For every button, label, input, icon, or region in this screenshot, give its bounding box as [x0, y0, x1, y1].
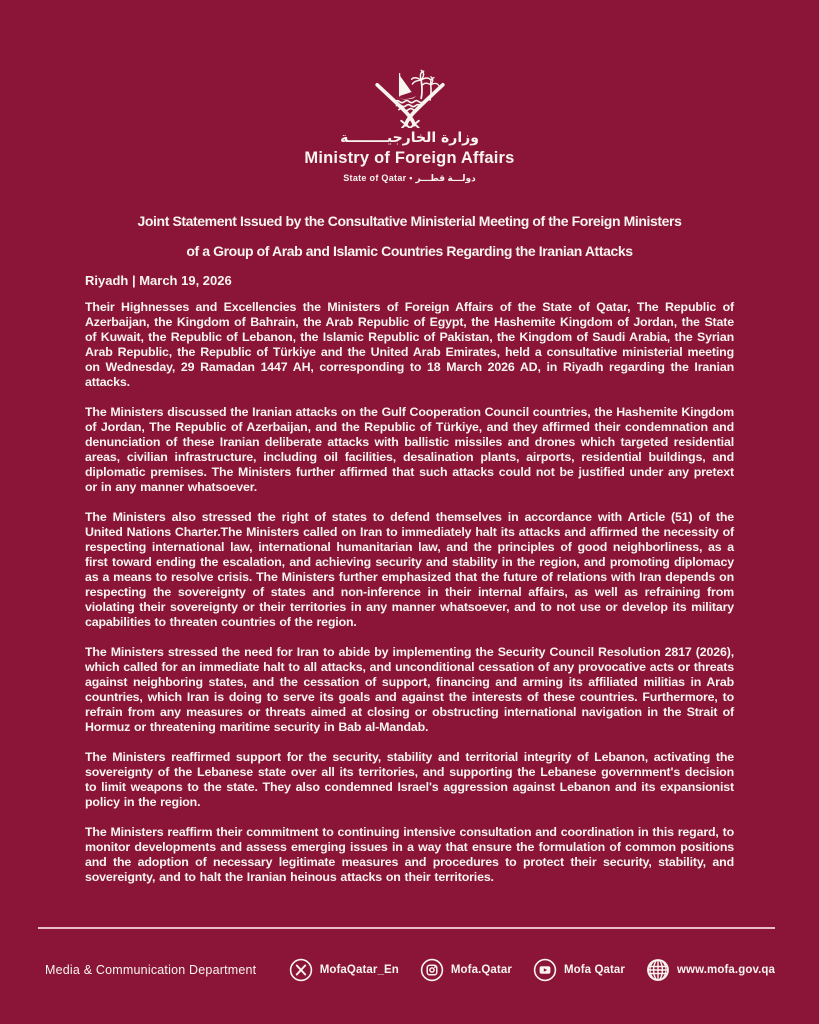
- website-link[interactable]: [646, 958, 775, 982]
- social-link-x[interactable]: [289, 958, 399, 982]
- social-links: [289, 958, 775, 982]
- statement-body: [85, 300, 734, 885]
- department-label: Media & Communication Department: [45, 963, 257, 977]
- ministry-arabic-title: وزارة الخارجيــــــــة: [340, 130, 479, 146]
- paragraph-2: The Ministers discussed the Iranian attacks on the Gulf Cooperation Council countries, the Hashemite Kingdom of Jordan, The Republic of Azerbaijan, and the Republic of Türkiye, and they affirmed their condemnation and denunciation of these Iranian deliberate attacks with ballistic missiles and drones which targeted residential areas, civilian infrastructure, including oil facilities, desalination plants, airports, residential buildings, and diplomatic premises. The Ministers further affirmed that such attacks could not be justified under any pretext or in any manner whatsoever.: [85, 405, 734, 494]
- paragraph-1: Their Highnesses and Excellencies the Ministers of Foreign Affairs of the State of Qatar, The Republic of Azerbaijan, the Kingdom of Bahrain, the Arab Republic of Egypt, the Hashemite Kingdom of Jordan, the State of Kuwait, the Republic of Lebanon, the Islamic Republic of Pakistan, the Kingdom of Saudi Arabia, the Syrian Arab Republic, the Republic of Türkiye and the United Arab Emirates, held a consultative ministerial meeting on Wednesday, 29 Ramadan 1447 AH, corresponding to 18 March 2026 AD, in Riyadh regarding the Iranian attacks.: [85, 300, 734, 389]
- footer: [45, 951, 775, 989]
- youtube-handle: Mofa Qatar: [563, 964, 626, 976]
- x-icon: [289, 958, 313, 982]
- youtube-icon: [533, 958, 557, 982]
- mofa-logo-block: [0, 0, 819, 184]
- instagram-icon: [420, 958, 444, 982]
- statement-title-line-2: of a Group of Arab and Islamic Countries Regarding the Iranian Attacks: [186, 243, 633, 259]
- social-link-instagram[interactable]: [420, 958, 512, 982]
- statement-title: [85, 206, 734, 266]
- state-of-qatar-line: State of Qatar • دولـــة قطـــر: [343, 173, 476, 183]
- paragraph-4: The Ministers stressed the need for Iran to abide by implementing the Security Council Resolution 2817 (2026), which called for an immediate halt to all attacks, and unconditional cessation of any provocative acts or threats against neighboring states, and the cessation of support, financing and arming its affiliated militias in Arab countries, which Iran is doing to serve its goals and against the interests of these countries. Furthermore, to refrain from any measures or threats aimed at closing or obstructing international navigation in the Strait of Hormuz or threatening maritime security in Bab al-Mandab.: [85, 645, 734, 734]
- paragraph-5: The Ministers reaffirmed support for the security, stability and territorial integrity of Lebanon, activating the sovereignty of the Lebanese state over all its territories, and supporting the Lebanese government's decision to limit weapons to the state. They also condemned Israel's aggression against Lebanon and its expansionist policy in the region.: [85, 750, 734, 809]
- social-link-youtube[interactable]: [533, 958, 625, 982]
- x-handle: MofaQatar_En: [319, 964, 399, 976]
- qatar-emblem-icon: [366, 56, 454, 128]
- globe-icon: [646, 958, 670, 982]
- instagram-handle: Mofa.Qatar: [450, 964, 512, 976]
- website-url: www.mofa.gov.qa: [677, 964, 775, 976]
- statement-title-line-1: Joint Statement Issued by the Consultative Ministerial Meeting of the Foreign Ministers: [137, 213, 682, 229]
- paragraph-6: The Ministers reaffirm their commitment to continuing intensive consultation and coordination in this regard, to monitor developments and assess emerging issues in a way that ensure the formulation of common positions and the adoption of necessary legitimate measures and procedures to protect their security, stability, and sovereignty, and to halt the Iranian heinous attacks on their territories.: [85, 825, 734, 884]
- dateline: Riyadh | March 19, 2026: [85, 273, 232, 288]
- ministry-name: Ministry of Foreign Affairs: [304, 149, 515, 167]
- paragraph-3: The Ministers also stressed the right of states to defend themselves in accordance with Article (51) of the United Nations Charter.The Ministers called on Iran to immediately halt its attacks and affirmed the necessity of respecting international law, international humanitarian law, and the principles of good neighborliness, as a first toward ending the escalation, and achieving security and stability in the region, and promoting diplomacy as a means to resolve crisis. The Ministers further emphasized that the future of relations with Iran depends on respecting the sovereignty of states and non-inference in their internal affairs, as well as refraining from violating their sovereignty or their territories in any manner whatsoever, and to not use or develop its military capabilities to threaten countries of the region.: [85, 510, 734, 629]
- statement-content: [0, 206, 819, 885]
- footer-divider: [38, 927, 775, 929]
